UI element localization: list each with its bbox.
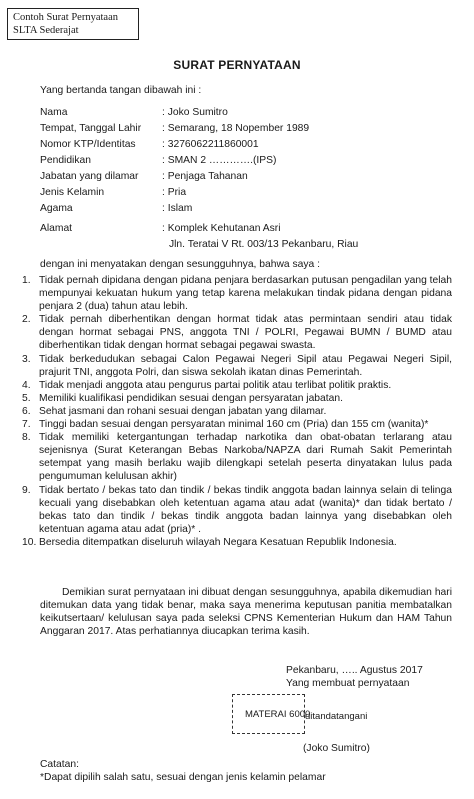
- statement-item: 2. Tidak pernah diberhentikan dengan hormat tidak atas permintaan sendiri atau tidak dengan hormat sebagai PNS, anggota TNI / POLRI, Pegawai BUMN / BUMD atau diberhentikan tidak dengan hormat sebagai pegawai swasta.: [22, 314, 452, 352]
- signed-note: ditandatangani: [305, 711, 368, 722]
- statement-item: 7. Tinggi badan sesuai dengan persyaratan minimal 160 cm (Pria) dan 155 cm (wanita)*: [22, 419, 429, 431]
- field-value-position: : Penjaga Tahanan: [162, 171, 248, 182]
- stamp-label: MATERAI 6000: [245, 709, 311, 720]
- intro-text: Yang bertanda tangan dibawah ini :: [40, 85, 202, 96]
- signer-name: (Joko Sumitro): [303, 743, 370, 754]
- statement-intro: dengan ini menyatakan dengan sesungguhnya, bahwa saya :: [40, 259, 320, 270]
- label-line-2: SLTA Sederajat: [13, 25, 79, 36]
- statement-item: 6. Sehat jasmani dan rohani sesuai dengan jabatan yang dilamar.: [22, 405, 327, 417]
- field-label-name: Nama: [40, 107, 68, 118]
- statement-item: 1. Tidak pernah dipidana dengan pidana penjara berdasarkan putusan pengadilan yang telah mempunyai kekuatan hukum yang tetap karena melakukan tindak pidana dengan pidana penjara 2 (dua) tahun atau lebih.: [22, 275, 452, 313]
- field-label-position: Jabatan yang dilamar: [40, 171, 139, 182]
- notes-text: *Dapat dipilih salah satu, sesuai dengan jenis kelamin pelamar: [40, 772, 326, 783]
- statement-item: 4. Tidak menjadi anggota atau pengurus partai politik atau terlibat politik praktis.: [22, 379, 392, 391]
- statement-item: 10. Bersedia ditempatkan diseluruh wilayah Negara Kesatuan Republik Indonesia.: [22, 536, 397, 548]
- field-value-name: : Joko Sumitro: [162, 107, 228, 118]
- closing-paragraph: Demikian surat pernyataan ini dibuat dengan sesungguhnya, apabila dikemudian hari ditemukan data yang tidak benar, maka saya menerima keputusan panitia membatalkan keikutsertaan/ kelulusan saya pada seleksi CPNS Kementerian Hukum dan HAM Tahun Anggaran 2017. Atas perhatiannya diucapkan terima kasih.: [40, 587, 452, 638]
- address-line-2: Jln. Teratai V Rt. 003/13 Pekanbaru, Riau: [169, 239, 359, 250]
- statement-item: 3. Tidak berkedudukan sebagai Calon Pegawai Negeri Sipil atau Pegawai Negeri Sipil, prajurit TNI, anggota Polri, dan siswa sekolah ikatan dinas Pemerintah.: [22, 353, 452, 378]
- signature-place-date: Pekanbaru, ….. Agustus 2017: [286, 665, 423, 676]
- notes-title: Catatan:: [40, 759, 79, 770]
- document-label-box: [7, 8, 139, 40]
- field-value-ktp: : 3276062211860001: [162, 139, 259, 150]
- statement-item: 5. Memiliki kualifikasi pendidikan sesuai dengan persyaratan jabatan.: [22, 392, 343, 404]
- field-label-religion: Agama: [40, 203, 73, 214]
- signature-role: Yang membuat pernyataan: [286, 678, 410, 689]
- field-value-birth: : Semarang, 18 Nopember 1989: [162, 123, 310, 134]
- statement-item: 8. Tidak memiliki ketergantungan terhadap narkotika dan obat-obatan terlarang atau sejenisnya (Surat Keterangan Bebas Narkoba/NAPZA dari Rumah Sakit Pemerintah setempat yang masih berlaku wajib dilengkapi setelah peserta dinyatakan lulus pada pengumuman kelulusan akhir): [22, 432, 452, 483]
- document-title: SURAT PERNYATAAN: [173, 58, 301, 72]
- field-value-address: : Komplek Kehutanan Asri: [162, 223, 281, 234]
- field-label-ktp: Nomor KTP/Identitas: [40, 139, 136, 150]
- field-value-religion: : Islam: [162, 203, 193, 214]
- field-label-gender: Jenis Kelamin: [40, 187, 105, 198]
- statement-list: [22, 274, 452, 549]
- field-value-education: : SMAN 2 ………….(IPS): [162, 155, 277, 166]
- statement-item: 9. Tidak bertato / bekas tato dan tindik / bekas tindik anggota badan lainnya selain di telinga kecuali yang disebabkan oleh ketentuan agama atau adat (wanita)* dan tidak bertato / bekas tato dan tindik / bekas tindik anggota badan lainnya yang disebabkan oleh ketentuan agama atau adat (pria)* .: [22, 484, 452, 535]
- field-label-education: Pendidikan: [40, 155, 91, 166]
- field-value-gender: : Pria: [162, 187, 187, 198]
- stamp-box: [232, 694, 311, 734]
- field-label-birth: Tempat, Tanggal Lahir: [40, 123, 142, 134]
- label-line-1: Contoh Surat Pernyataan: [13, 12, 118, 23]
- field-label-address: Alamat: [40, 223, 73, 234]
